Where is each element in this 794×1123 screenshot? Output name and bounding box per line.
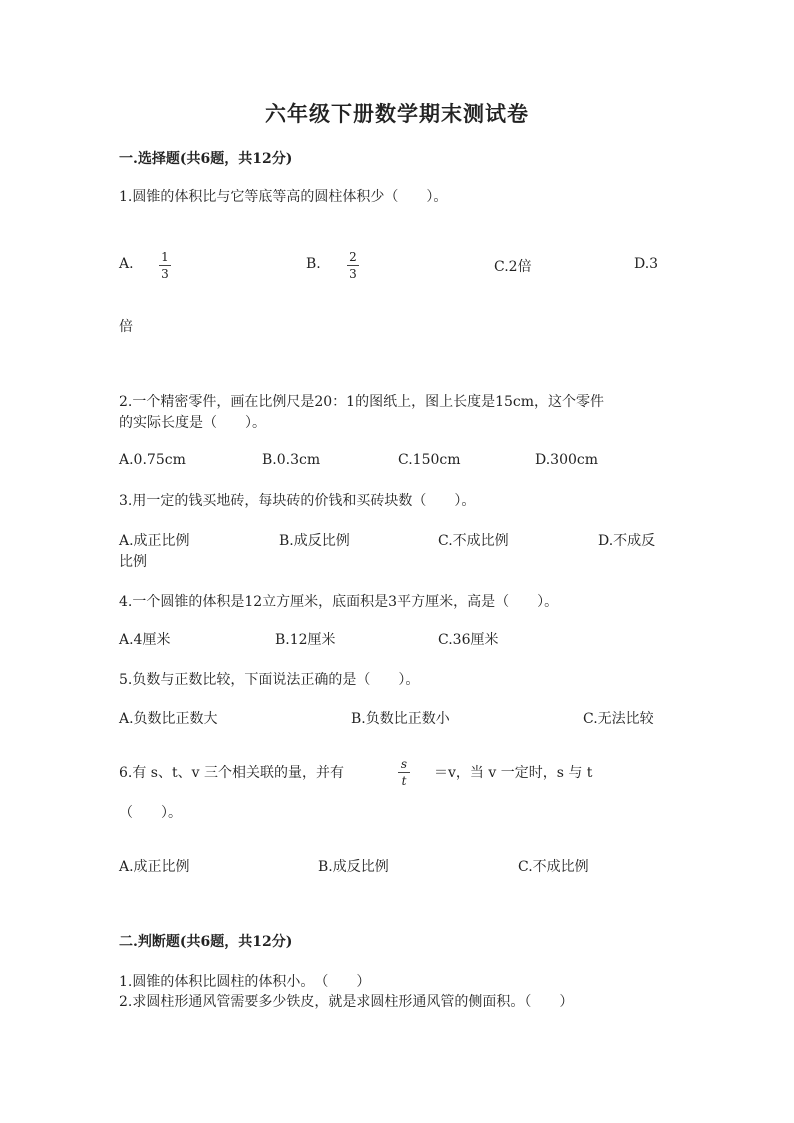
fraction-numerator: s: [400, 757, 408, 771]
q3-option-a: A.成正比例: [119, 533, 190, 549]
q3-option-b: B.成反比例: [279, 533, 350, 549]
q2-option-a: A.0.75cm: [119, 452, 186, 468]
section-heading-choice: 一.选择题(共6题，共12分): [119, 151, 293, 167]
q6-option-b: B.成反比例: [318, 859, 389, 875]
q1-option-a-label: A.: [119, 256, 134, 272]
question-3-stem: 3.用一定的钱买地砖，每块砖的价钱和买砖块数（ ）。: [119, 493, 476, 509]
question-6-stem-post: ＝v，当 v 一定时，s 与 t: [434, 765, 593, 781]
q4-option-c: C.36厘米: [438, 632, 499, 648]
page-title: 六年级下册数学期末测试卷: [265, 101, 529, 126]
q1-option-c: C.2倍: [494, 259, 532, 275]
q4-option-a: A.4厘米: [119, 632, 171, 648]
judgement-question-1: 1.圆锥的体积比圆柱的体积小。 （ ）: [119, 974, 371, 990]
question-2-stem-line1: 2.一个精密零件，画在比例尺是20：1的图纸上，图上长度是15cm，这个零件: [119, 394, 605, 410]
fraction-bar: [159, 265, 171, 266]
q5-option-b: B.负数比正数小: [351, 711, 450, 727]
question-6-stem-line2: （ ）。: [119, 805, 182, 821]
q6-fraction-s-over-t: [398, 757, 410, 788]
q1-option-d-continued: 倍: [119, 319, 133, 335]
question-2-stem-line2: 的实际长度是（ ）。: [119, 415, 266, 431]
q1-option-d: D.3: [634, 256, 659, 272]
q5-option-a: A.负数比正数大: [119, 711, 218, 727]
fraction-denominator: 3: [349, 267, 357, 281]
fraction-bar: [398, 772, 410, 773]
judgement-question-2: 2.求圆柱形通风管需要多少铁皮，就是求圆柱形通风管的侧面积。（ ）: [119, 994, 574, 1010]
q3-option-c: C.不成比例: [438, 533, 509, 549]
question-5-stem: 5.负数与正数比较，下面说法正确的是（ ）。: [119, 672, 420, 688]
section-heading-judgement: 二.判断题(共6题，共12分): [119, 934, 293, 950]
q2-option-b: B.0.3cm: [262, 452, 321, 468]
q5-option-c: C.无法比较: [583, 711, 654, 727]
q4-option-b: B.12厘米: [275, 632, 336, 648]
q2-option-c: C.150cm: [398, 452, 461, 468]
q2-option-d: D.300cm: [535, 452, 599, 468]
q1-option-b-label: B.: [306, 256, 321, 272]
question-1-stem: 1.圆锥的体积比与它等底等高的圆柱体积少（ ）。: [119, 189, 448, 205]
q1-option-a-fraction: [159, 250, 171, 281]
q1-option-b-fraction: [347, 250, 359, 281]
fraction-denominator: 3: [161, 267, 169, 281]
q6-option-c: C.不成比例: [518, 859, 589, 875]
fraction-denominator: t: [401, 774, 407, 788]
question-4-stem: 4.一个圆锥的体积是12立方厘米，底面积是3平方厘米，高是（ ）。: [119, 594, 559, 610]
q6-option-a: A.成正比例: [119, 859, 190, 875]
fraction-numerator: 2: [349, 250, 357, 264]
fraction-numerator: 1: [161, 250, 169, 264]
question-6-stem-pre: 6.有 s、t、v 三个相关联的量，并有: [119, 765, 344, 781]
fraction-bar: [347, 265, 359, 266]
q3-option-d: D.不成反: [598, 533, 656, 549]
q3-option-d-continued: 比例: [119, 554, 147, 570]
